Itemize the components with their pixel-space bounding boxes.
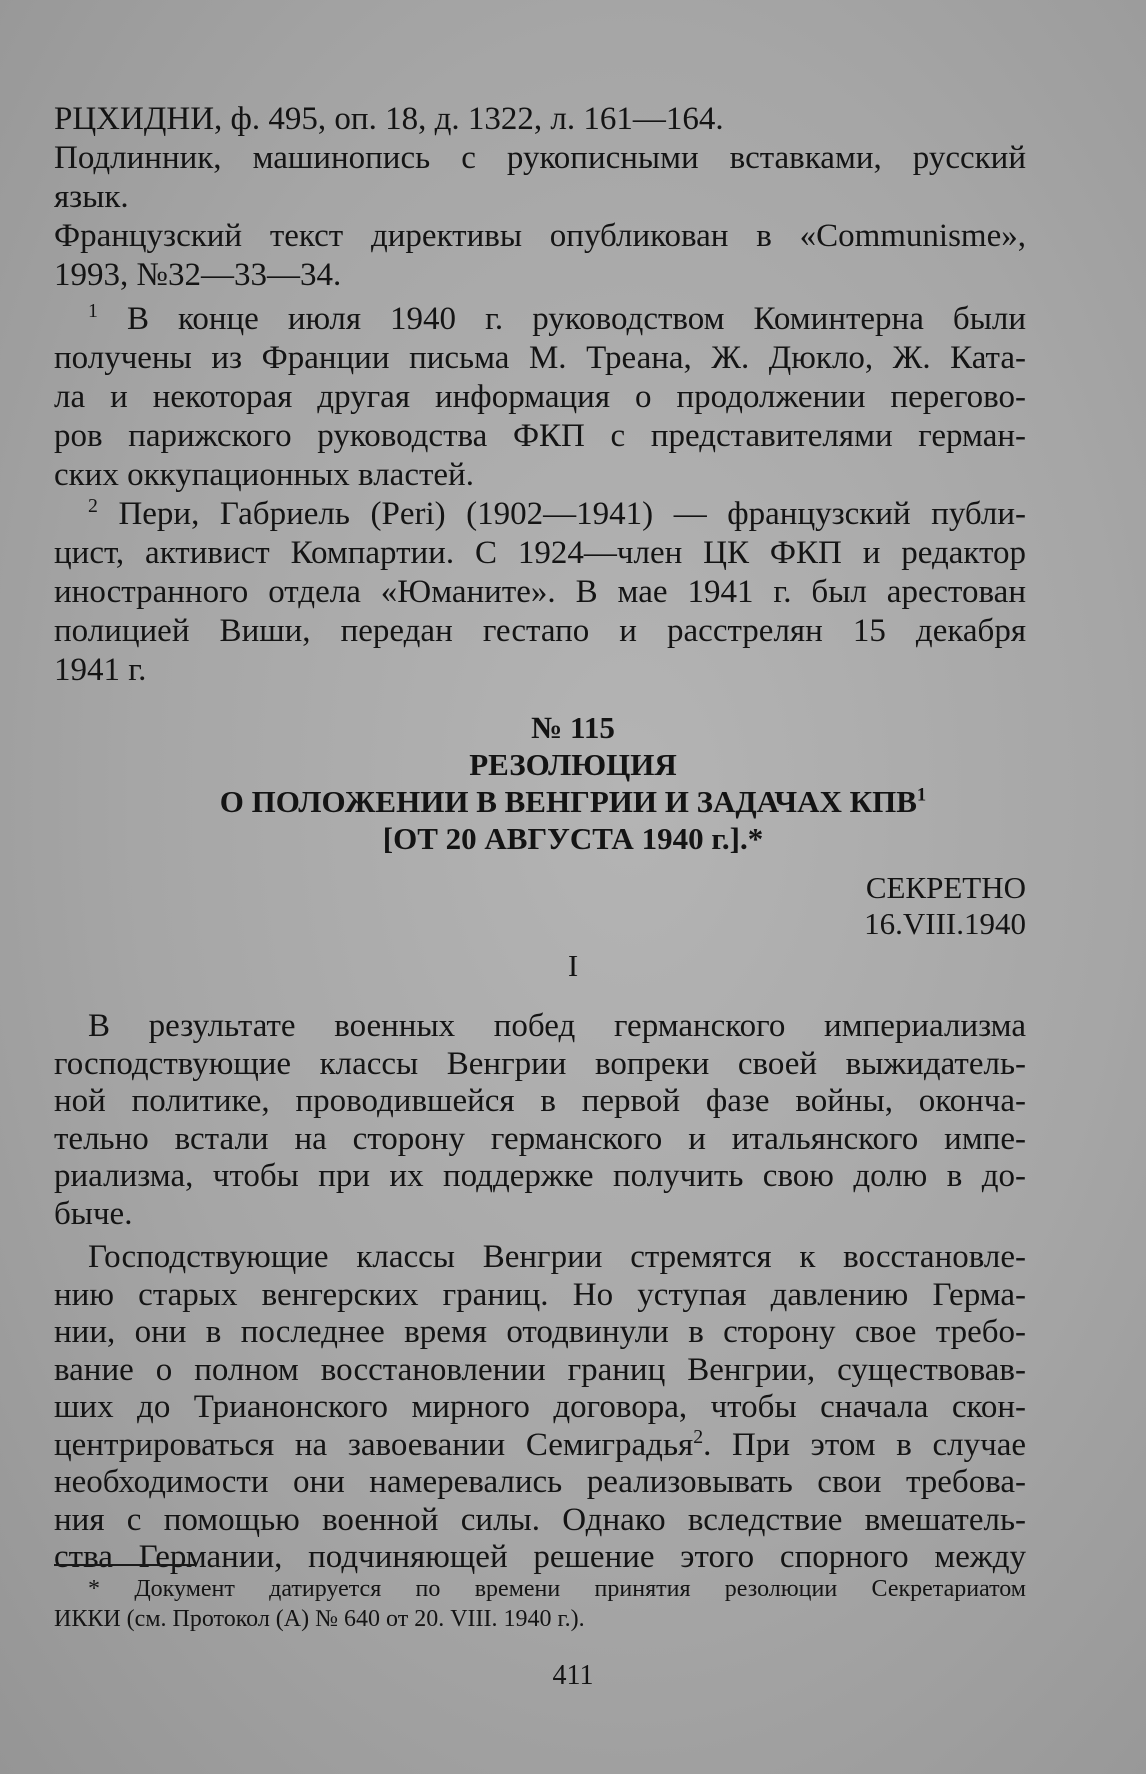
section-heading: I (567, 948, 579, 983)
paragraph-line: В результате военных побед германского империализма (88, 1008, 1026, 1044)
source-line: Французский текст директивы опубликован в «Communisme», (54, 218, 1026, 254)
document-dated: 16.VIII.1940 (864, 906, 1026, 941)
source-line: Подлинник, машинопись с рукописными вставками, русский (54, 140, 1026, 176)
footnote-1-line: ров парижского руководства ФКП с представителями герман- (54, 418, 1026, 454)
footnote-2-line (54, 495, 1026, 534)
footnote-text: В конце июля 1940 г. руководством Коминтерна были (126, 301, 1026, 337)
footnote-divider (54, 1564, 196, 1566)
footnote-2-line: полицией Виши, передан гестапо и расстрелян 15 декабря (54, 613, 1026, 649)
footnote-1-line: ских оккупационных властей. (54, 457, 474, 493)
footnotes (54, 300, 1026, 690)
document-number: № 115 (531, 710, 615, 745)
archival-source (54, 100, 1026, 295)
footnote-marker: 2 (693, 1425, 704, 1448)
document-footnote (54, 1574, 1026, 1634)
paragraph-line: вание о полном восстановлении границ Венгрии, существовав- (54, 1351, 1026, 1388)
footnote-1-line: получены из Франции письма М. Треана, Ж. Дюкло, Ж. Ката- (54, 340, 1026, 376)
paragraph-line: ства Германии, подчиняющей решение этого спорного между (54, 1539, 1026, 1575)
source-line: 1993, №32—33—34. (54, 257, 342, 293)
footnote-1-line (54, 300, 1026, 339)
source-line: РЦХИДНИ, ф. 495, оп. 18, д. 1322, л. 161—164. (54, 101, 724, 137)
line-text: . При этом в случае (703, 1426, 1026, 1463)
footnote-line: ИККИ (см. Протокол (А) № 640 от 20. VIII. 1940 г.). (54, 1606, 585, 1632)
document-title-text: О ПОЛОЖЕНИИ В ВЕНГРИИ И ЗАДАЧАХ КПВ (219, 784, 917, 819)
line-text: центрироваться на завоевании Семиградья (54, 1426, 694, 1463)
paragraph-line: Господствующие классы Венгрии стремятся к восстановле- (88, 1239, 1026, 1275)
body-text (54, 1008, 1026, 1577)
footnote-line: * Документ датируется по времени принятия резолюции Секретариатом (88, 1576, 1026, 1602)
document-date: [ОТ 20 АВГУСТА 1940 г.].* (382, 821, 764, 856)
page-number: 411 (552, 1660, 594, 1691)
source-line: язык. (54, 179, 129, 215)
paragraph-line: господствующие классы Венгрии вопреки своей выжидатель- (54, 1045, 1026, 1082)
paragraph-line: необходимости они намеревались реализовывать свои требова- (54, 1464, 1026, 1500)
paragraph-line (54, 1427, 1026, 1465)
footnote-2-line: 1941 г. (54, 652, 147, 688)
paragraph-line: тельно встали на сторону германского и итальянского импе- (54, 1120, 1026, 1157)
paragraph-line: нии, они в последнее время отодвинули в сторону свое требо- (54, 1314, 1026, 1350)
paragraph-line: ших до Трианонского мирного договора, чтобы сначала скон- (54, 1389, 1026, 1425)
footnote-2-line: иностранного отдела «Юманите». В мае 1941 г. был арестован (54, 574, 1026, 610)
paragraph-line: ния с помощью военной силы. Однако вследствие вмешатель- (54, 1501, 1026, 1538)
document-type: РЕЗОЛЮЦИЯ (469, 747, 677, 782)
footnote-marker: 1 (88, 300, 98, 322)
paragraph-line: риализма, чтобы при их поддержке получить свою долю в до- (54, 1158, 1026, 1194)
footnote-2-line: цист, активист Компартии. С 1924—член ЦК ФКП и редактор (54, 535, 1026, 571)
footnote-marker: 1 (916, 784, 927, 806)
footnote-marker: 2 (88, 495, 98, 517)
classification-stamp: СЕКРЕТНО (865, 870, 1026, 905)
paragraph-line: ной политике, проводившейся в первой фазе войны, оконча- (54, 1083, 1026, 1119)
footnote-1-line: ла и некоторая другая информация о продолжении перегово- (54, 379, 1026, 415)
footnote-text: Пери, Габриель (Peri) (1902—1941) — французский публи- (118, 496, 1027, 532)
paragraph-line: нию старых венгерских границ. Но уступая давлению Герма- (54, 1276, 1026, 1313)
paragraph-line: быче. (54, 1195, 133, 1232)
document-title (0, 784, 1146, 820)
